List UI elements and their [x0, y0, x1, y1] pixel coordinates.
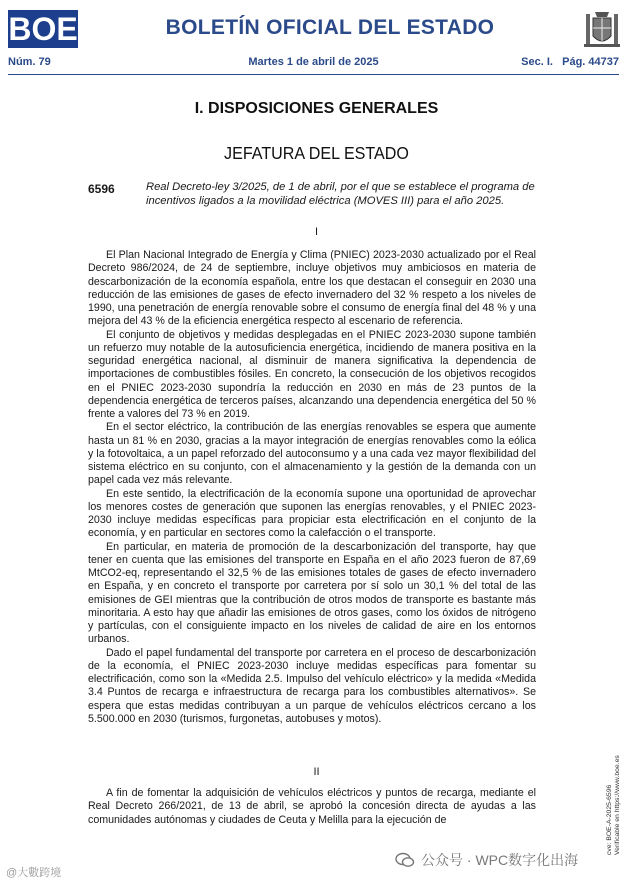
disposition-title: Real Decreto-ley 3/2025, de 1 de abril, por el que se establece el programa de incentivos ligados a la movilidad eléctrica (MOVES III) para el año 2025. [146, 181, 535, 207]
wechat-icon [395, 852, 415, 868]
gazette-title: BOLETÍN OFICIAL DEL ESTADO [165, 16, 495, 39]
verify-url: Verificable en https://www.boe.es [614, 755, 621, 855]
section-page [521, 56, 619, 68]
issue-number: Núm. 79 [8, 56, 51, 68]
chapter-heading-2: II [313, 766, 320, 778]
issue-meta [8, 56, 619, 70]
boe-logo [8, 10, 78, 48]
watermark-left: @大數跨境 [6, 867, 62, 879]
section-title: I. DISPOSICIONES GENERALES [194, 100, 439, 117]
header-divider [8, 74, 619, 75]
verification-note [606, 735, 626, 855]
paragraph: Dado el papel fundamental del transporte por carretera en el proceso de descarbonización de la economía, el PNIEC 2023-2030 incluye medidas específicas para fomentar su electrificación, como son la «Medida 2.5. Impulso del vehículo eléctrico» y la medida «Medida 3.4 Puntos de recarga e infraestructura de recarga para los combustibles alternativos». Se espera que estas medidas contribuyan a un parque de vehículos eléctricos cercano a los 5.500.000 en 2030 (turismos, furgonetas, autobuses y motos). [88, 646, 536, 725]
paragraph: En este sentido, la electrificación de la economía supone una oportunidad de aprovechar los menores costes de generación que suponen las energías renovables, y el PNIEC 2023-2030 incluye medidas específicas para propiciar esta electrificación en el conjunto de la economía, y en particular en sectores como la calefacción o el transporte. [88, 487, 536, 540]
body-text-part-2 [88, 787, 536, 827]
page-number: Pág. 44737 [562, 56, 619, 68]
svg-text:BOE: BOE [8, 11, 78, 47]
paragraph: El conjunto de objetivos y medidas desplegadas en el PNIEC 2023-2030 supone también un refuerzo muy notable de la autosuficiencia energética, incidiendo de manera positiva en la seguridad energética nacional, al disminuir de manera significativa la dependencia de importaciones de combustibles fósiles. En concreto, la consecución de los objetivos recogidos en el PNIEC 2023-2030 supondría la reducción en 2030 en más de 23 puntos de la dependencia energética de terceros países, alcanzando una dependencia energética del 50 % frente a valores del 73 % en 2019. [88, 328, 536, 420]
issue-date: Martes 1 de abril de 2025 [248, 56, 379, 68]
cve-code: cve: BOE-A-2025-6596 [606, 784, 613, 855]
disposition-number: 6596 [88, 182, 115, 196]
watermark-right-text: 公众号 · WPC数字化出海 [421, 852, 579, 868]
body-text-part-1 [88, 249, 536, 726]
watermark-right [395, 850, 578, 870]
paragraph: En particular, en materia de promoción de la descarbonización del transporte, hay que tener en cuenta que las emisiones del transporte en España en el año 2023 fueron de 87,69 MtCO2-eq, representando el 32,5 % de las emisiones totales de gases de efecto invernadero en España, y en concreto el transporte por carretera por sí solo un 30,1 % del total de las emisiones de GEI mientras que la contribución de otros modos de transporte es bastante más minoritaria. A esto hay que añadir las emisiones de otros gases, como los óxidos de nitrógeno y partículas, con el consiguiente impacto en los niveles de calidad de aire en los entornos urbanos. [88, 540, 536, 646]
paragraph: A fin de fomentar la adquisición de vehículos eléctricos y puntos de recarga, mediante el Real Decreto 266/2021, de 13 de abril, se aprobó la concesión directa de ayudas a las comunidades autónomas y ciudades de Ceuta y Melilla para la ejecución de [88, 787, 536, 826]
paragraph: El Plan Nacional Integrado de Energía y Clima (PNIEC) 2023-2030 actualizado por el Real Decreto 986/2024, de 24 de septiembre, incluye objetivos muy ambiciosos en materia de descarbonización de la economía española, entre los que destacan el conseguir en 2030 una reducción de las emisiones de gases de efecto invernadero del 32 % respeto a los niveles de 1990, una penetración de energía renovable sobre el consumo de energía final del 48 % y una mejora del 43 % de la eficiencia energética respecto al escenario de referencia. [88, 249, 536, 328]
department-title: JEFATURA DEL ESTADO [224, 143, 409, 163]
coat-of-arms-icon [583, 8, 621, 52]
paragraph: En el sector eléctrico, la contribución de las energías renovables se espera que aumente hasta un 81 % en 2030, gracias a la mayor integración de energías renovables como la eólica y la fotovoltaica, a un papel reforzado del autoconsumo y a una cada vez mayor flexibilidad del sistema eléctrico en su conjunto, con el almacenamiento y la gestión de la demanda con un papel cada vez más relevante. [88, 421, 536, 487]
section-label: Sec. I. [521, 56, 553, 68]
chapter-heading-1: I [314, 226, 319, 238]
